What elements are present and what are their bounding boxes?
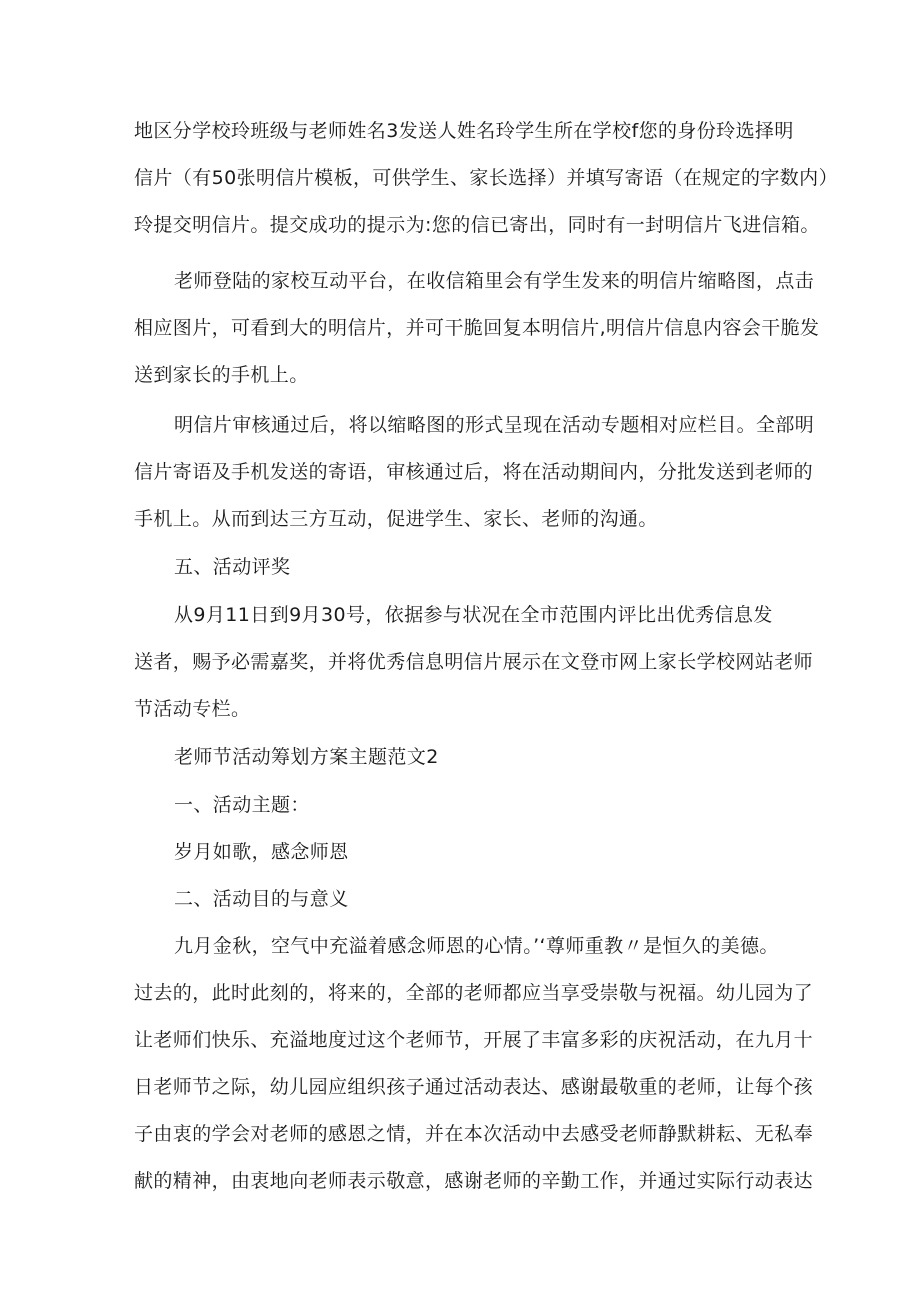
text-line: 子由衷的学会对老师的感恩之情，并在本次活动中去感受老师静默耕耘、无私奉 [134,1123,814,1145]
heading-awards [134,544,794,591]
text-line: 让老师们快乐、充溢地度过这个老师节，开展了丰富多彩的庆祝活动，在九月十 [134,1029,814,1051]
text-line: 二、活动目的与意义 [174,888,349,910]
text-line: 玲提交明信片。提交成功的提示为:您的信已寄出，同时有一封明信片飞进信箱。 [134,214,820,236]
heading-theme [134,782,794,829]
paragraph-review [134,402,815,543]
text-line: 过去的，此时此刻的，将来的，全部的老师都应当享受崇敬与祝福。幼儿园为了 [134,982,814,1004]
text-line: 老师登陆的家校互动平台，在收信箱里会有学生发来的明信片缩略图，点击 [174,270,815,292]
text-line: 老师节活动筹划方案主题范文2 [174,746,439,768]
paragraph-awards [134,592,814,733]
text-line: 献的精神，由衷地向老师表示敬意，感谢老师的辛勤工作，并通过实际行动表达 [134,1170,814,1192]
text-line: 相应图片，可看到大的明信片，并可干脆回复本明信片,明信片信息内容会干脆发 [134,317,820,339]
text-line: 从9月11日到9月30号，依据参与状况在全市范围内评比出优秀信息发 [174,604,773,626]
text-line: 岁月如歌，感念师恩 [174,841,349,863]
paragraph-teacher-login [134,258,820,399]
text-line: 手机上。从而到达三方互动，促进学生、家长、老师的沟通。 [134,508,658,530]
paragraph-postcard-steps [134,108,838,249]
paragraph-purpose [134,923,814,1205]
text-line: 九月金秋，空气中充溢着感念师恩的心情。’‘尊师重教〃是恒久的美德。 [174,935,779,957]
text-line: 信片寄语及手机发送的寄语，审核通过后，将在活动期间内，分批发送到老师的 [134,461,814,483]
paragraph-theme [134,829,794,876]
text-line: 送到家长的手机上。 [134,364,309,386]
text-line: 日老师节之际，幼儿园应组织孩子通过活动表达、感谢最敬重的老师，让每个孩 [134,1076,814,1098]
text-line: 明信片审核通过后，将以缩略图的形式呈现在活动专题相对应栏目。全部明 [174,414,815,436]
heading-plan-2 [134,734,794,781]
heading-purpose [134,876,794,923]
text-line: 地区分学校玲班级与老师姓名3发送人姓名玲学生所在学校f您的身份玲选择明 [134,120,794,142]
text-line: 节活动专栏。 [134,698,251,720]
text-line: 送者，赐予必需嘉奖，并将优秀信息明信片展示在文登市网上家长学校网站老师 [134,651,814,673]
text-line: 一、活动主题： [174,794,310,816]
text-line: 信片（有50张明信片模板，可供学生、家长选择）并填写寄语（在规定的字数内） [134,167,838,189]
text-line: 五、活动评奖 [174,556,291,578]
